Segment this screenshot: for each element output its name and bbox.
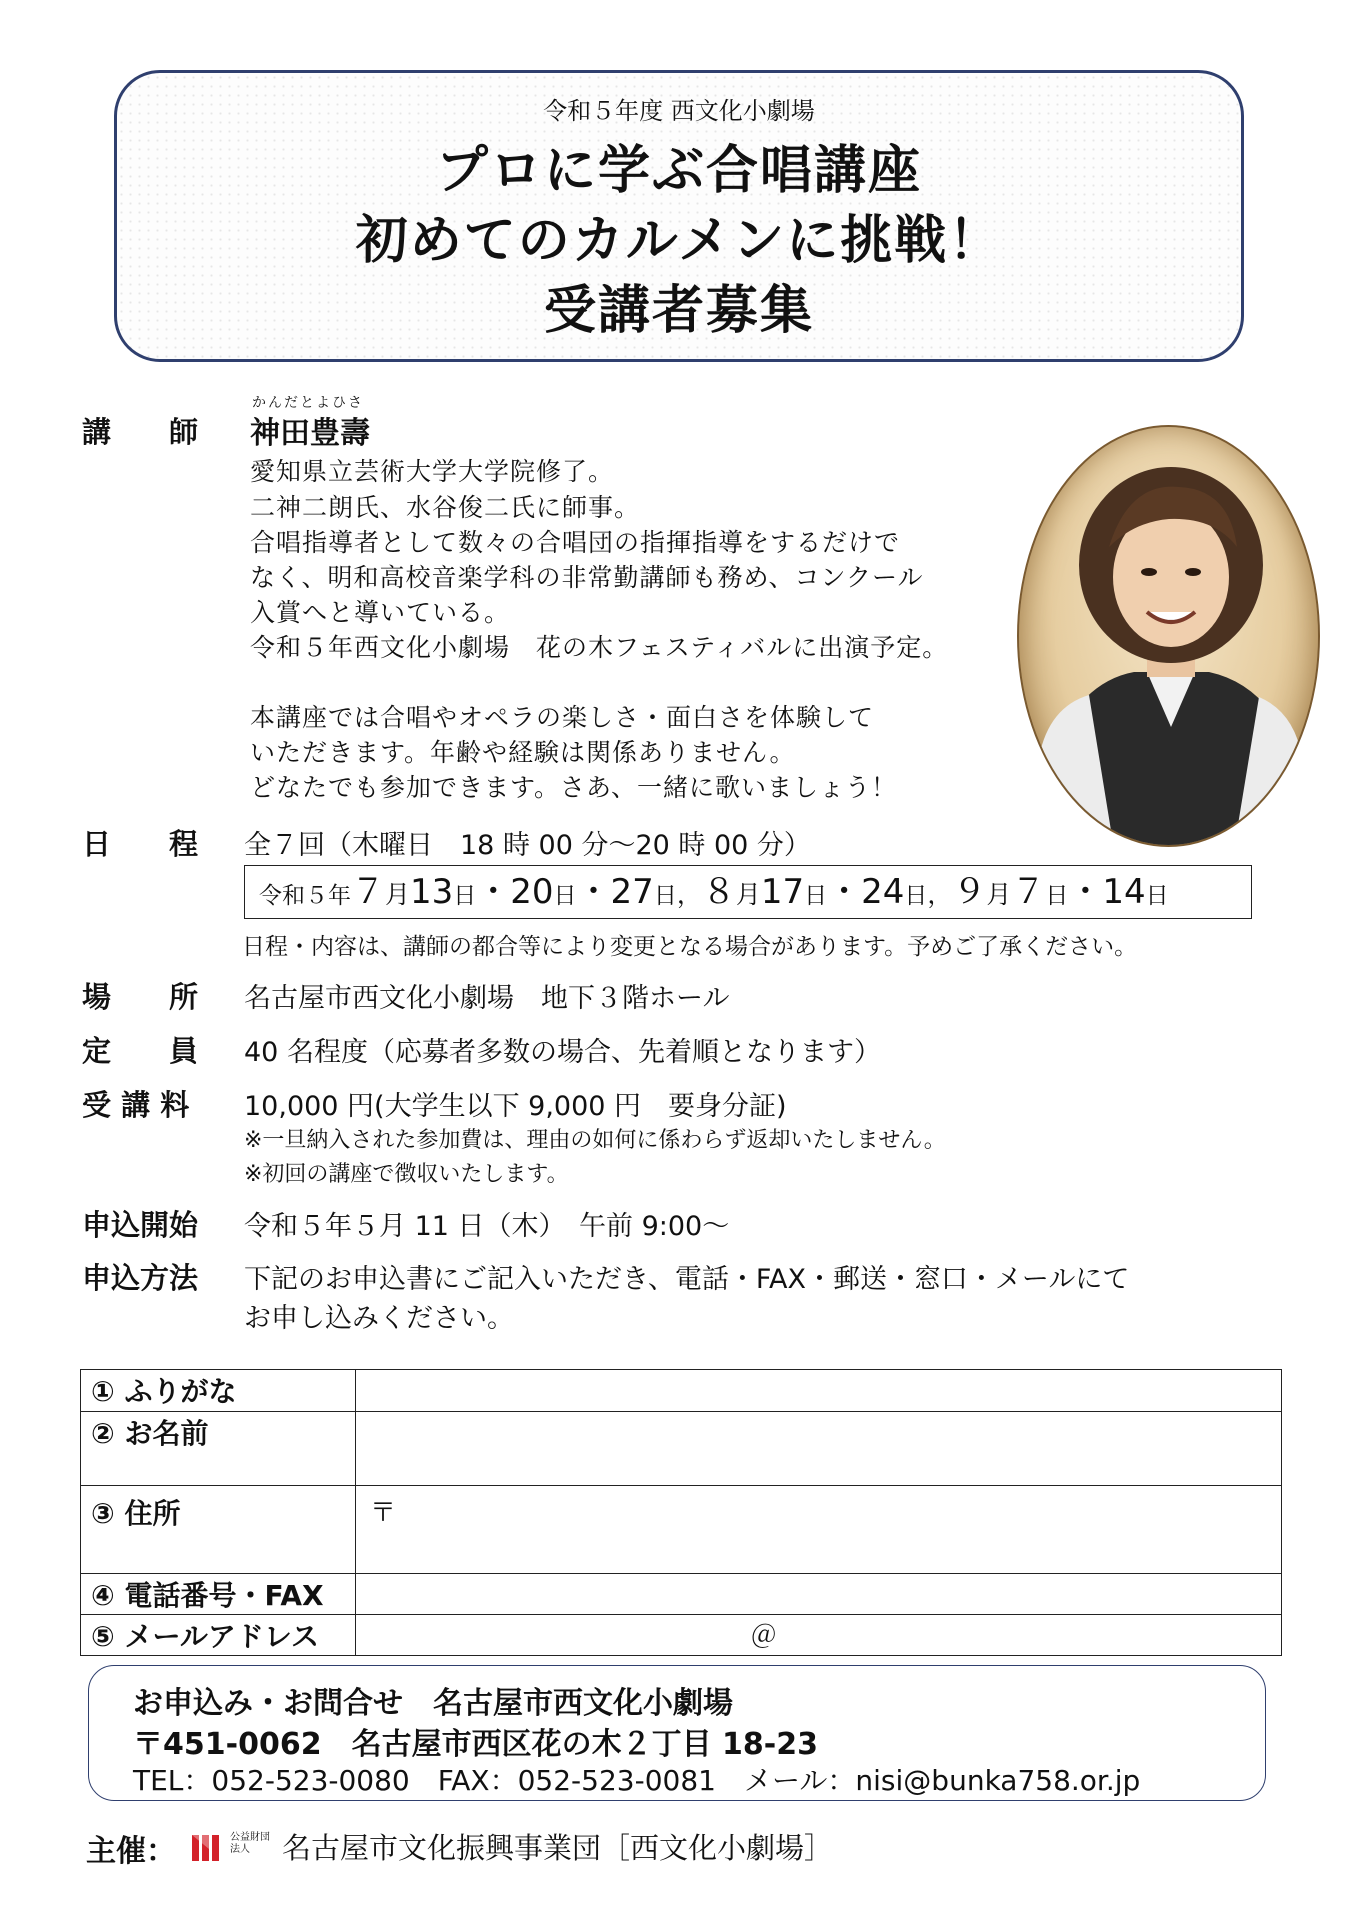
dates-unit: 月 bbox=[735, 880, 761, 909]
form-label-phone: ④ 電話番号・FAX bbox=[81, 1574, 356, 1615]
furigana-field[interactable] bbox=[356, 1370, 1282, 1412]
venue-value: 名古屋市西文化小劇場 地下３階ホール bbox=[244, 983, 730, 1014]
schedule-note: 日程・内容は、講師の都合等により変更となる場合があります。予めご了承ください。 bbox=[242, 934, 1138, 960]
contact-box bbox=[88, 1665, 1266, 1801]
organization-logo-icon bbox=[192, 1833, 226, 1861]
application-method-line: 下記のお申込書にご記入いただき、電話・FAX・郵送・窓口・メールにて bbox=[244, 1264, 1130, 1295]
postal-mark: 〒 bbox=[370, 1498, 397, 1528]
at-mark: ＠ bbox=[750, 1621, 777, 1651]
header-title-line-3: 受講者募集 bbox=[543, 281, 814, 341]
instructor-bio-line: 令和５年西文化小劇場 花の木フェスティバルに出演予定。 bbox=[250, 633, 949, 662]
form-row bbox=[81, 1486, 1282, 1574]
dates-day: ・20 bbox=[476, 872, 554, 912]
instructor-bio-line: 愛知県立芸術大学大学院修了。 bbox=[250, 457, 615, 486]
fee-note: ※初回の講座で徴収いたします。 bbox=[244, 1162, 569, 1187]
dates-unit: 日 bbox=[804, 883, 828, 909]
form-label-furigana: ① ふりがな bbox=[81, 1370, 356, 1412]
header-title-line-1: プロに学ぶ合唱講座 bbox=[435, 141, 922, 201]
schedule-value: 全７回（木曜日 18 時 00 分～20 時 00 分） bbox=[244, 830, 811, 861]
dates-day: ・24 bbox=[827, 872, 905, 912]
fee-label: 受 講 料 bbox=[82, 1088, 190, 1122]
instructor-bio-line: どなたでも参加できます。さあ、一緒に歌いましょう！ bbox=[250, 773, 898, 802]
dates-unit: 月 bbox=[986, 880, 1012, 909]
form-row bbox=[81, 1370, 1282, 1412]
dates-unit: 日 bbox=[453, 883, 477, 909]
dates-day: ・27 bbox=[576, 872, 654, 912]
sponsor-label: 主催： bbox=[86, 1834, 176, 1869]
application-method-line: お申し込みください。 bbox=[244, 1303, 514, 1334]
instructor-label: 講 師 bbox=[82, 415, 199, 449]
header-box bbox=[114, 70, 1244, 362]
instructor-bio-line: 本講座では合唱やオペラの楽しさ・面白さを体験して bbox=[250, 703, 875, 732]
instructor-bio-line: 二神二朗氏、水谷俊二氏に師事。 bbox=[250, 493, 641, 522]
instructor-ruby: かんだとよひさ bbox=[252, 395, 364, 411]
instructor-bio-line: 合唱指導者として数々の合唱団の指揮指導をするだけで bbox=[250, 528, 901, 557]
instructor-name: 神田豊壽 bbox=[250, 416, 370, 451]
instructor-photo bbox=[1017, 425, 1320, 847]
form-label-address: ③ 住所 bbox=[81, 1486, 356, 1574]
contact-phone-fax-email: TEL：052-523-0080 FAX：052-523-0081 メール：nisi@bunka758.or.jp bbox=[133, 1764, 1141, 1797]
dates-day: ・14 bbox=[1068, 872, 1146, 912]
application-start-value: 令和５年５月 11 日（木） 午前 9:00～ bbox=[244, 1211, 730, 1242]
dates-era: 令和５年 bbox=[259, 883, 351, 909]
application-form-table bbox=[80, 1369, 1282, 1656]
organization-name: 名古屋市文化振興事業団［西文化小劇場］ bbox=[282, 1831, 834, 1865]
capacity-value: 40 名程度（応募者多数の場合、先着順となります） bbox=[244, 1037, 881, 1068]
dates-unit: 月 bbox=[385, 880, 411, 909]
dates-month: ９ bbox=[952, 872, 987, 912]
header-subtitle: 令和５年度 西文化小劇場 bbox=[543, 97, 815, 125]
capacity-label: 定 員 bbox=[82, 1034, 199, 1068]
dates-unit: 日 bbox=[1045, 883, 1069, 909]
dates-unit: 日 bbox=[553, 883, 577, 909]
form-row bbox=[81, 1615, 1282, 1656]
email-field[interactable] bbox=[356, 1615, 1282, 1656]
name-field[interactable] bbox=[356, 1412, 1282, 1486]
dates-unit: 日 bbox=[653, 883, 677, 909]
application-start-label: 申込開始 bbox=[82, 1208, 199, 1242]
form-label-name: ② お名前 bbox=[81, 1412, 356, 1486]
instructor-bio-line: 入賞へと導いている。 bbox=[250, 598, 511, 627]
contact-address: 〒451-0062 名古屋市西区花の木２丁目 18-23 bbox=[133, 1727, 818, 1762]
header-title-line-2: 初めてのカルメンに挑戦！ bbox=[355, 211, 1003, 271]
schedule-label: 日 程 bbox=[82, 827, 199, 861]
form-row bbox=[81, 1574, 1282, 1615]
dates-day: 17 bbox=[760, 872, 805, 912]
schedule-dates-box bbox=[244, 865, 1252, 919]
form-label-email: ⑤ メールアドレス bbox=[81, 1615, 356, 1656]
dates-separator: ， bbox=[676, 880, 702, 909]
fee-note: ※一旦納入された参加費は、理由の如何に係わらず返却いたしません。 bbox=[244, 1128, 946, 1153]
contact-title: お申込み・お問合せ 名古屋市西文化小劇場 bbox=[133, 1686, 733, 1721]
address-field[interactable] bbox=[356, 1486, 1282, 1574]
instructor-bio-line: いただきます。年齢や経験は関係ありません。 bbox=[250, 738, 796, 767]
dates-unit: 日 bbox=[904, 883, 928, 909]
dates-day: 13 bbox=[410, 872, 454, 912]
dates-unit: 日 bbox=[1145, 883, 1169, 909]
dates-month: ７ bbox=[351, 872, 385, 912]
organization-prefix: 公益財団法人 bbox=[230, 1832, 270, 1855]
phone-field[interactable] bbox=[356, 1574, 1282, 1615]
portrait-illustration bbox=[1019, 427, 1320, 847]
dates-day: ７ bbox=[1011, 872, 1046, 912]
form-row bbox=[81, 1412, 1282, 1486]
dates-month: ８ bbox=[701, 872, 736, 912]
instructor-bio-line: なく、明和高校音楽学科の非常勤講師も務め、コンクール bbox=[250, 563, 924, 592]
venue-label: 場 所 bbox=[82, 980, 199, 1014]
fee-value: 10,000 円(大学生以下 9,000 円 要身分証) bbox=[244, 1091, 787, 1122]
dates-separator: ， bbox=[927, 880, 953, 909]
application-method-label: 申込方法 bbox=[82, 1261, 199, 1295]
